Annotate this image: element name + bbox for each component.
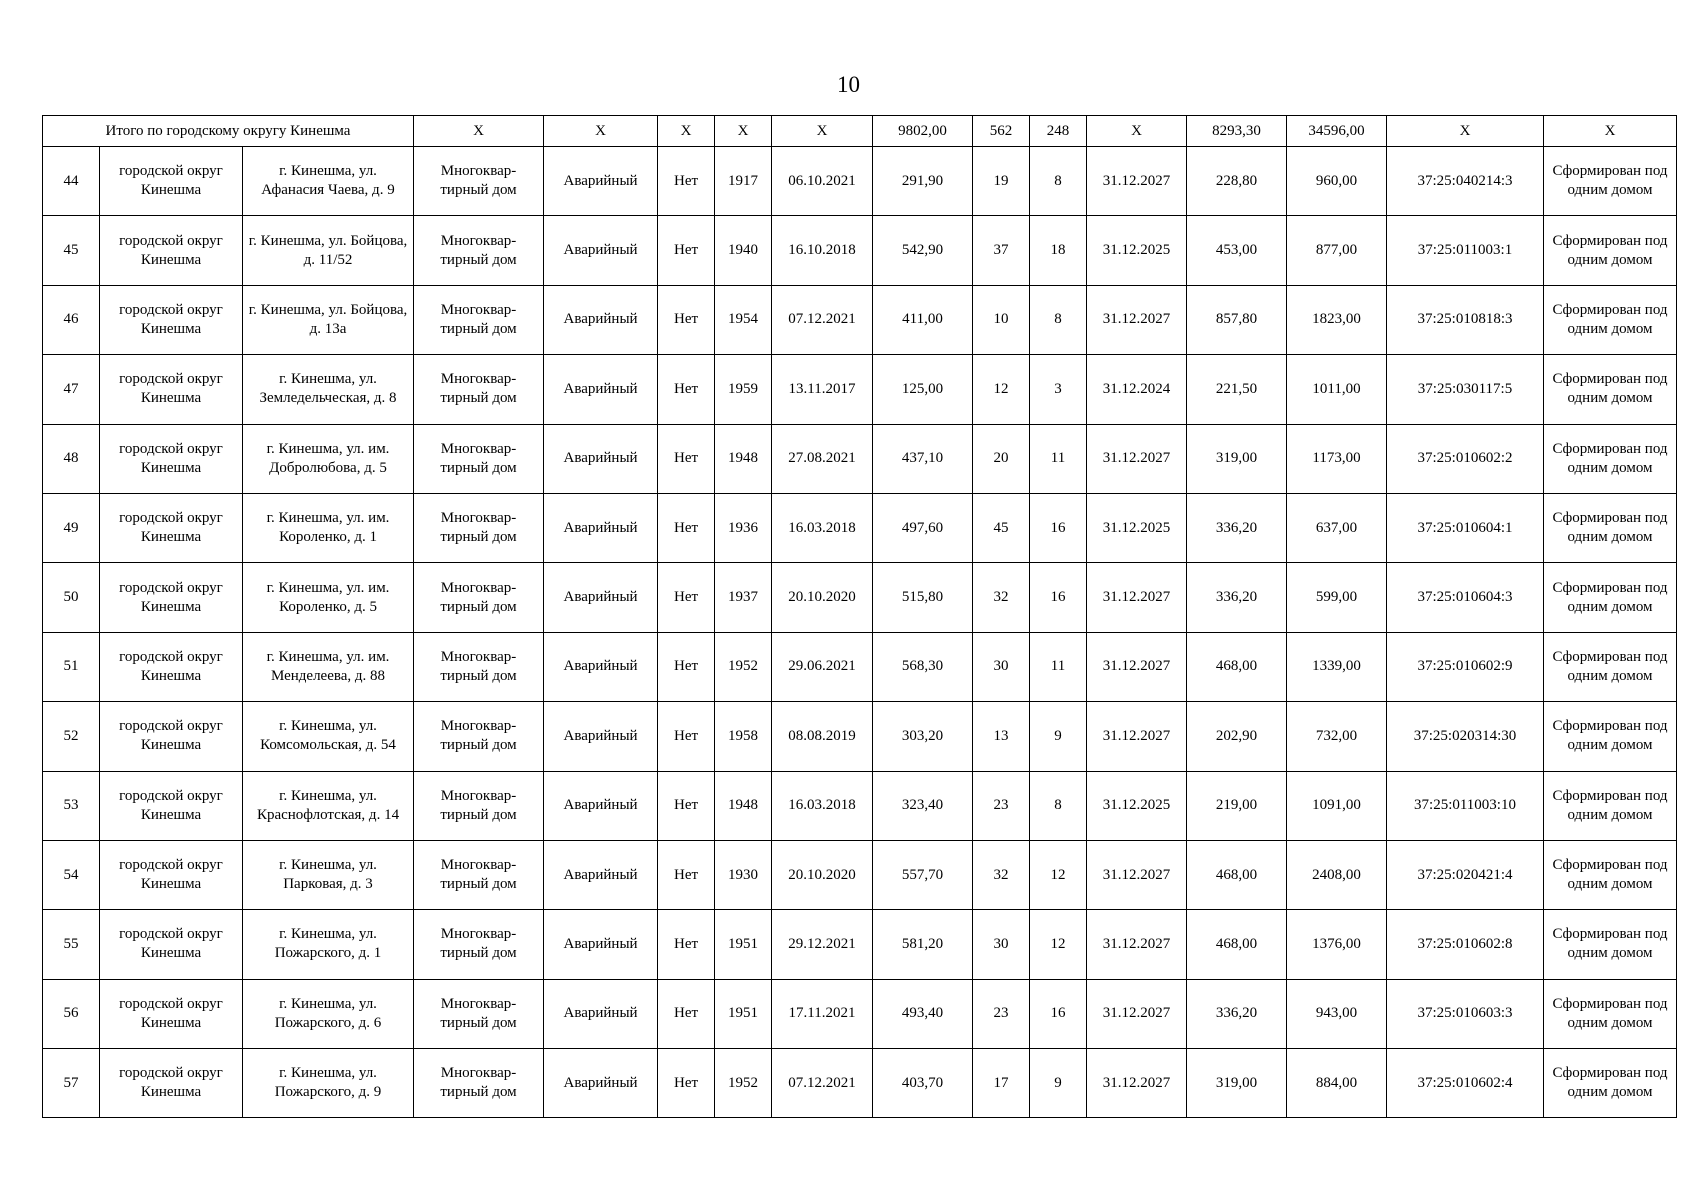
residents-cell: 45 <box>973 493 1030 562</box>
status-cell: Аварийный <box>544 702 658 771</box>
area2-cell: 219,00 <box>1187 771 1287 840</box>
address-cell: г. Кинешма, ул. Пожарского, д. 1 <box>243 910 414 979</box>
district-cell: городской округ Кинешма <box>100 355 243 424</box>
residents-cell: 12 <box>973 355 1030 424</box>
district-cell: городской округ Кинешма <box>100 285 243 354</box>
units-cell: 9 <box>1030 702 1087 771</box>
date-cell: 20.10.2020 <box>772 563 873 632</box>
building-type-cell: Многоквар-тирный дом <box>414 840 544 909</box>
heritage-cell: Нет <box>658 771 715 840</box>
status-cell: Аварийный <box>544 632 658 701</box>
heritage-cell: Нет <box>658 355 715 424</box>
land-area-cell: 732,00 <box>1287 702 1387 771</box>
area2-cell: 453,00 <box>1187 216 1287 285</box>
heritage-cell: Нет <box>658 424 715 493</box>
heritage-cell: Нет <box>658 702 715 771</box>
residents-cell: 32 <box>973 563 1030 632</box>
district-cell: городской округ Кинешма <box>100 979 243 1048</box>
status-cell: Аварийный <box>544 355 658 424</box>
cadastral-cell: 37:25:040214:3 <box>1387 147 1544 216</box>
land-area-cell: 1011,00 <box>1287 355 1387 424</box>
row-number: 45 <box>43 216 100 285</box>
district-cell: городской округ Кинешма <box>100 563 243 632</box>
land-area-cell: 637,00 <box>1287 493 1387 562</box>
address-cell: г. Кинешма, ул. Краснофлотская, д. 14 <box>243 771 414 840</box>
status-cell: Аварийный <box>544 979 658 1048</box>
year-cell: 1954 <box>715 285 772 354</box>
residents-cell: 17 <box>973 1049 1030 1118</box>
table-row <box>43 910 1677 979</box>
table-row <box>43 355 1677 424</box>
cadastral-cell: 37:25:020314:30 <box>1387 702 1544 771</box>
heritage-cell: Нет <box>658 840 715 909</box>
district-cell: городской округ Кинешма <box>100 840 243 909</box>
area2-cell: 336,20 <box>1187 493 1287 562</box>
total-cell: X <box>1387 116 1544 147</box>
status-cell: Аварийный <box>544 424 658 493</box>
formed-cell: Сформирован под одним домом <box>1544 563 1677 632</box>
area-cell: 125,00 <box>873 355 973 424</box>
residents-cell: 23 <box>973 771 1030 840</box>
area2-cell: 319,00 <box>1187 424 1287 493</box>
formed-cell: Сформирован под одним домом <box>1544 285 1677 354</box>
deadline-cell: 31.12.2025 <box>1087 493 1187 562</box>
year-cell: 1958 <box>715 702 772 771</box>
district-cell: городской округ Кинешма <box>100 771 243 840</box>
land-area-cell: 599,00 <box>1287 563 1387 632</box>
date-cell: 07.12.2021 <box>772 285 873 354</box>
year-cell: 1951 <box>715 979 772 1048</box>
heritage-cell: Нет <box>658 979 715 1048</box>
building-type-cell: Многоквар-тирный дом <box>414 285 544 354</box>
year-cell: 1951 <box>715 910 772 979</box>
area-cell: 581,20 <box>873 910 973 979</box>
total-cell: X <box>544 116 658 147</box>
district-cell: городской округ Кинешма <box>100 702 243 771</box>
status-cell: Аварийный <box>544 771 658 840</box>
formed-cell: Сформирован под одним домом <box>1544 840 1677 909</box>
address-cell: г. Кинешма, ул. Афанасия Чаева, д. 9 <box>243 147 414 216</box>
status-cell: Аварийный <box>544 840 658 909</box>
page-number: 10 <box>837 72 860 97</box>
deadline-cell: 31.12.2027 <box>1087 285 1187 354</box>
residents-cell: 19 <box>973 147 1030 216</box>
address-cell: г. Кинешма, ул. Бойцова, д. 13а <box>243 285 414 354</box>
units-cell: 11 <box>1030 632 1087 701</box>
area-cell: 303,20 <box>873 702 973 771</box>
address-cell: г. Кинешма, ул. им. Короленко, д. 1 <box>243 493 414 562</box>
total-cell: X <box>715 116 772 147</box>
formed-cell: Сформирован под одним домом <box>1544 355 1677 424</box>
deadline-cell: 31.12.2027 <box>1087 632 1187 701</box>
date-cell: 16.03.2018 <box>772 771 873 840</box>
building-type-cell: Многоквар-тирный дом <box>414 771 544 840</box>
residents-cell: 30 <box>973 910 1030 979</box>
area2-cell: 319,00 <box>1187 1049 1287 1118</box>
formed-cell: Сформирован под одним домом <box>1544 493 1677 562</box>
cadastral-cell: 37:25:011003:1 <box>1387 216 1544 285</box>
residents-cell: 13 <box>973 702 1030 771</box>
heritage-cell: Нет <box>658 1049 715 1118</box>
row-number: 49 <box>43 493 100 562</box>
address-cell: г. Кинешма, ул. Бойцова, д. 11/52 <box>243 216 414 285</box>
year-cell: 1940 <box>715 216 772 285</box>
land-area-cell: 1339,00 <box>1287 632 1387 701</box>
land-area-cell: 1376,00 <box>1287 910 1387 979</box>
area2-cell: 468,00 <box>1187 840 1287 909</box>
area2-cell: 468,00 <box>1187 910 1287 979</box>
address-cell: г. Кинешма, ул. им. Короленко, д. 5 <box>243 563 414 632</box>
units-cell: 3 <box>1030 355 1087 424</box>
deadline-cell: 31.12.2027 <box>1087 840 1187 909</box>
residents-cell: 30 <box>973 632 1030 701</box>
year-cell: 1952 <box>715 1049 772 1118</box>
year-cell: 1917 <box>715 147 772 216</box>
address-cell: г. Кинешма, ул. Пожарского, д. 6 <box>243 979 414 1048</box>
building-type-cell: Многоквар-тирный дом <box>414 563 544 632</box>
year-cell: 1936 <box>715 493 772 562</box>
cadastral-cell: 37:25:010604:1 <box>1387 493 1544 562</box>
formed-cell: Сформирован под одним домом <box>1544 632 1677 701</box>
units-cell: 8 <box>1030 147 1087 216</box>
year-cell: 1959 <box>715 355 772 424</box>
deadline-cell: 31.12.2027 <box>1087 1049 1187 1118</box>
row-number: 51 <box>43 632 100 701</box>
area2-cell: 468,00 <box>1187 632 1287 701</box>
building-type-cell: Многоквар-тирный дом <box>414 1049 544 1118</box>
area-cell: 542,90 <box>873 216 973 285</box>
units-cell: 16 <box>1030 563 1087 632</box>
district-cell: городской округ Кинешма <box>100 632 243 701</box>
table-row <box>43 216 1677 285</box>
building-type-cell: Многоквар-тирный дом <box>414 147 544 216</box>
row-number: 47 <box>43 355 100 424</box>
status-cell: Аварийный <box>544 147 658 216</box>
table-row <box>43 702 1677 771</box>
area-cell: 568,30 <box>873 632 973 701</box>
building-type-cell: Многоквар-тирный дом <box>414 910 544 979</box>
row-number: 56 <box>43 979 100 1048</box>
address-cell: г. Кинешма, ул. им. Добролюбова, д. 5 <box>243 424 414 493</box>
district-cell: городской округ Кинешма <box>100 910 243 979</box>
units-cell: 18 <box>1030 216 1087 285</box>
formed-cell: Сформирован под одним домом <box>1544 1049 1677 1118</box>
building-type-cell: Многоквар-тирный дом <box>414 979 544 1048</box>
date-cell: 07.12.2021 <box>772 1049 873 1118</box>
table-row <box>43 424 1677 493</box>
deadline-cell: 31.12.2027 <box>1087 910 1187 979</box>
heritage-cell: Нет <box>658 216 715 285</box>
heritage-cell: Нет <box>658 147 715 216</box>
land-area-cell: 943,00 <box>1287 979 1387 1048</box>
cadastral-cell: 37:25:010602:8 <box>1387 910 1544 979</box>
total-cell: 248 <box>1030 116 1087 147</box>
district-cell: городской округ Кинешма <box>100 216 243 285</box>
area-cell: 437,10 <box>873 424 973 493</box>
residents-cell: 20 <box>973 424 1030 493</box>
formed-cell: Сформирован под одним домом <box>1544 424 1677 493</box>
cadastral-cell: 37:25:010603:3 <box>1387 979 1544 1048</box>
district-cell: городской округ Кинешма <box>100 1049 243 1118</box>
status-cell: Аварийный <box>544 1049 658 1118</box>
formed-cell: Сформирован под одним домом <box>1544 147 1677 216</box>
residents-cell: 37 <box>973 216 1030 285</box>
total-cell: X <box>658 116 715 147</box>
formed-cell: Сформирован под одним домом <box>1544 216 1677 285</box>
address-cell: г. Кинешма, ул. Парковая, д. 3 <box>243 840 414 909</box>
cadastral-cell: 37:25:010818:3 <box>1387 285 1544 354</box>
heritage-cell: Нет <box>658 632 715 701</box>
date-cell: 08.08.2019 <box>772 702 873 771</box>
table-row <box>43 771 1677 840</box>
status-cell: Аварийный <box>544 216 658 285</box>
total-cell: X <box>1544 116 1677 147</box>
units-cell: 9 <box>1030 1049 1087 1118</box>
cadastral-cell: 37:25:030117:5 <box>1387 355 1544 424</box>
residents-cell: 10 <box>973 285 1030 354</box>
total-cell: 9802,00 <box>873 116 973 147</box>
area2-cell: 857,80 <box>1187 285 1287 354</box>
building-type-cell: Многоквар-тирный дом <box>414 216 544 285</box>
row-number: 48 <box>43 424 100 493</box>
status-cell: Аварийный <box>544 563 658 632</box>
date-cell: 13.11.2017 <box>772 355 873 424</box>
table-row <box>43 563 1677 632</box>
area2-cell: 202,90 <box>1187 702 1287 771</box>
address-cell: г. Кинешма, ул. Комсомольская, д. 54 <box>243 702 414 771</box>
table-row <box>43 632 1677 701</box>
formed-cell: Сформирован под одним домом <box>1544 910 1677 979</box>
cadastral-cell: 37:25:010602:9 <box>1387 632 1544 701</box>
building-type-cell: Многоквар-тирный дом <box>414 702 544 771</box>
deadline-cell: 31.12.2024 <box>1087 355 1187 424</box>
area-cell: 411,00 <box>873 285 973 354</box>
area2-cell: 221,50 <box>1187 355 1287 424</box>
district-cell: городской округ Кинешма <box>100 147 243 216</box>
cadastral-cell: 37:25:011003:10 <box>1387 771 1544 840</box>
address-cell: г. Кинешма, ул. Земледельческая, д. 8 <box>243 355 414 424</box>
table-body <box>43 116 1677 1118</box>
district-cell: городской округ Кинешма <box>100 424 243 493</box>
deadline-cell: 31.12.2027 <box>1087 702 1187 771</box>
cadastral-cell: 37:25:020421:4 <box>1387 840 1544 909</box>
heritage-cell: Нет <box>658 285 715 354</box>
heritage-cell: Нет <box>658 563 715 632</box>
units-cell: 8 <box>1030 285 1087 354</box>
land-area-cell: 1173,00 <box>1287 424 1387 493</box>
area-cell: 557,70 <box>873 840 973 909</box>
building-type-cell: Многоквар-тирный дом <box>414 632 544 701</box>
cadastral-cell: 37:25:010602:2 <box>1387 424 1544 493</box>
date-cell: 29.06.2021 <box>772 632 873 701</box>
date-cell: 27.08.2021 <box>772 424 873 493</box>
area2-cell: 336,20 <box>1187 979 1287 1048</box>
cadastral-cell: 37:25:010604:3 <box>1387 563 1544 632</box>
date-cell: 20.10.2020 <box>772 840 873 909</box>
date-cell: 29.12.2021 <box>772 910 873 979</box>
row-number: 53 <box>43 771 100 840</box>
area-cell: 515,80 <box>873 563 973 632</box>
units-cell: 16 <box>1030 979 1087 1048</box>
deadline-cell: 31.12.2025 <box>1087 216 1187 285</box>
building-type-cell: Многоквар-тирный дом <box>414 355 544 424</box>
heritage-cell: Нет <box>658 493 715 562</box>
building-type-cell: Многоквар-тирный дом <box>414 493 544 562</box>
deadline-cell: 31.12.2027 <box>1087 424 1187 493</box>
total-cell: 34596,00 <box>1287 116 1387 147</box>
date-cell: 17.11.2021 <box>772 979 873 1048</box>
date-cell: 06.10.2021 <box>772 147 873 216</box>
status-cell: Аварийный <box>544 910 658 979</box>
total-cell: X <box>1087 116 1187 147</box>
cadastral-cell: 37:25:010602:4 <box>1387 1049 1544 1118</box>
deadline-cell: 31.12.2027 <box>1087 563 1187 632</box>
status-cell: Аварийный <box>544 285 658 354</box>
total-cell: 8293,30 <box>1187 116 1287 147</box>
date-cell: 16.03.2018 <box>772 493 873 562</box>
area-cell: 497,60 <box>873 493 973 562</box>
area-cell: 323,40 <box>873 771 973 840</box>
year-cell: 1937 <box>715 563 772 632</box>
land-area-cell: 877,00 <box>1287 216 1387 285</box>
area-cell: 291,90 <box>873 147 973 216</box>
housing-registry-table <box>42 115 1677 1118</box>
units-cell: 16 <box>1030 493 1087 562</box>
total-cell: X <box>414 116 544 147</box>
formed-cell: Сформирован под одним домом <box>1544 771 1677 840</box>
total-cell: X <box>772 116 873 147</box>
land-area-cell: 2408,00 <box>1287 840 1387 909</box>
district-cell: городской округ Кинешма <box>100 493 243 562</box>
total-row <box>43 116 1677 147</box>
row-number: 57 <box>43 1049 100 1118</box>
units-cell: 11 <box>1030 424 1087 493</box>
deadline-cell: 31.12.2027 <box>1087 147 1187 216</box>
total-cell: 562 <box>973 116 1030 147</box>
table-row <box>43 979 1677 1048</box>
year-cell: 1948 <box>715 424 772 493</box>
total-label: Итого по городскому округу Кинешма <box>43 116 414 147</box>
deadline-cell: 31.12.2027 <box>1087 979 1187 1048</box>
heritage-cell: Нет <box>658 910 715 979</box>
land-area-cell: 1091,00 <box>1287 771 1387 840</box>
area-cell: 493,40 <box>873 979 973 1048</box>
address-cell: г. Кинешма, ул. Пожарского, д. 9 <box>243 1049 414 1118</box>
table-row <box>43 493 1677 562</box>
year-cell: 1930 <box>715 840 772 909</box>
row-number: 52 <box>43 702 100 771</box>
residents-cell: 32 <box>973 840 1030 909</box>
address-cell: г. Кинешма, ул. им. Менделеева, д. 88 <box>243 632 414 701</box>
year-cell: 1948 <box>715 771 772 840</box>
row-number: 44 <box>43 147 100 216</box>
units-cell: 12 <box>1030 840 1087 909</box>
row-number: 54 <box>43 840 100 909</box>
date-cell: 16.10.2018 <box>772 216 873 285</box>
row-number: 46 <box>43 285 100 354</box>
row-number: 50 <box>43 563 100 632</box>
building-type-cell: Многоквар-тирный дом <box>414 424 544 493</box>
table-row <box>43 1049 1677 1118</box>
formed-cell: Сформирован под одним домом <box>1544 702 1677 771</box>
area-cell: 403,70 <box>873 1049 973 1118</box>
land-area-cell: 1823,00 <box>1287 285 1387 354</box>
table-row <box>43 147 1677 216</box>
table-row <box>43 840 1677 909</box>
table-row <box>43 285 1677 354</box>
area2-cell: 228,80 <box>1187 147 1287 216</box>
land-area-cell: 960,00 <box>1287 147 1387 216</box>
residents-cell: 23 <box>973 979 1030 1048</box>
units-cell: 12 <box>1030 910 1087 979</box>
deadline-cell: 31.12.2025 <box>1087 771 1187 840</box>
row-number: 55 <box>43 910 100 979</box>
land-area-cell: 884,00 <box>1287 1049 1387 1118</box>
units-cell: 8 <box>1030 771 1087 840</box>
area2-cell: 336,20 <box>1187 563 1287 632</box>
formed-cell: Сформирован под одним домом <box>1544 979 1677 1048</box>
year-cell: 1952 <box>715 632 772 701</box>
status-cell: Аварийный <box>544 493 658 562</box>
